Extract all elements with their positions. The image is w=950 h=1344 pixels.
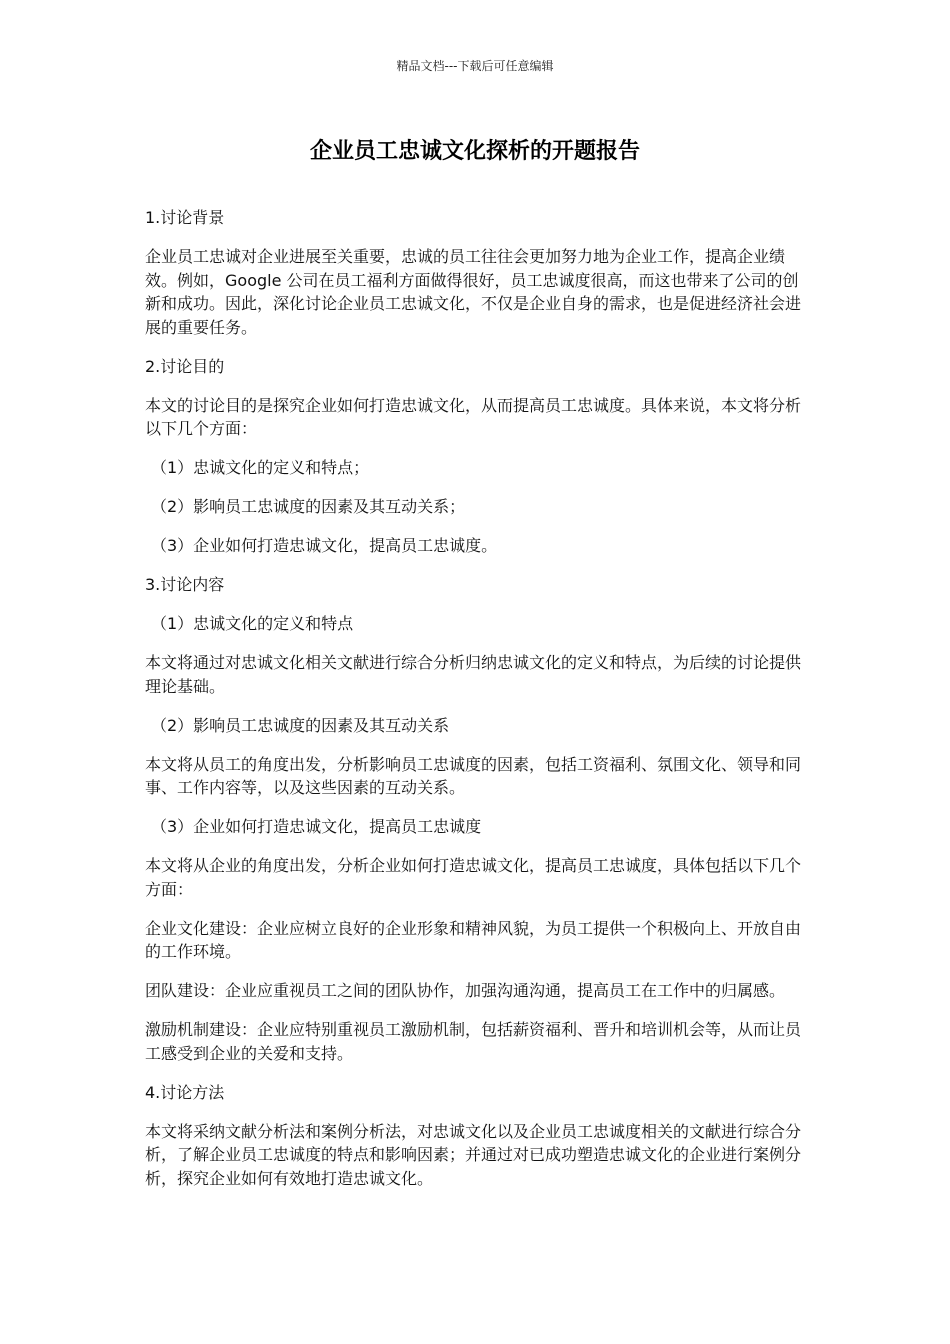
body-paragraph: 激励机制建设：企业应特别重视员工激励机制，包括薪资福利、晋升和培训机会等，从而让员工感受到企业的关爱和支持。 bbox=[145, 1020, 802, 1063]
subsection-heading: （2）影响员工忠诚度的因素及其互动关系 bbox=[151, 715, 450, 735]
body-paragraph: 本文的讨论目的是探究企业如何打造忠诚文化，从而提高员工忠诚度。具体来说，本文将分析以下几个方面： bbox=[145, 395, 802, 438]
document-title: 企业员工忠诚文化探析的开题报告 bbox=[309, 139, 640, 164]
body-paragraph: 企业员工忠诚对企业进展至关重要，忠诚的员工往往会更加努力地为企业工作，提高企业绩效。例如，Google 公司在员工福利方面做得很好，员工忠诚度很高，而这也带来了公司的创新和成功。因此，深化讨论企业员工忠诚文化，不仅是企业自身的需求，也是促进经济社会进展的重要任务。 bbox=[145, 247, 802, 337]
body-paragraph: 本文将从企业的角度出发，分析企业如何打造忠诚文化，提高员工忠诚度，具体包括以下几个方面： bbox=[145, 856, 802, 899]
body-paragraph: 本文将通过对忠诚文化相关文献进行综合分析归纳忠诚文化的定义和特点，为后续的讨论提供理论基础。 bbox=[145, 653, 802, 696]
subsection-heading: （1）忠诚文化的定义和特点 bbox=[151, 614, 354, 633]
section-heading: 2.讨论目的 bbox=[145, 356, 225, 376]
body-paragraph: 团队建设：企业应重视员工之间的团队协作，加强沟通沟通，提高员工在工作中的归属感。 bbox=[145, 981, 786, 1000]
list-item: （2）影响员工忠诚度的因素及其互动关系； bbox=[151, 497, 466, 516]
section-heading: 3.讨论内容 bbox=[145, 575, 225, 594]
section-heading: 4.讨论方法 bbox=[145, 1082, 225, 1102]
body-paragraph: 本文将从员工的角度出发，分析影响员工忠诚度的因素，包括工资福利、氛围文化、领导和同事、工作内容等，以及这些因素的互动关系。 bbox=[145, 754, 802, 797]
body-paragraph: 本文将采纳文献分析法和案例分析法，对忠诚文化以及企业员工忠诚度相关的文献进行综合分析，了解企业员工忠诚度的特点和影响因素；并通过对已成功塑造忠诚文化的企业进行案例分析，探究企业如何有效地打造忠诚文化。 bbox=[145, 1121, 802, 1188]
subsection-heading: （3）企业如何打造忠诚文化，提高员工忠诚度 bbox=[151, 817, 482, 836]
list-item: （3）企业如何打造忠诚文化，提高员工忠诚度。 bbox=[151, 536, 498, 555]
page-header: 精品文档---下载后可任意编辑 bbox=[396, 59, 554, 73]
section-heading: 1.讨论背景 bbox=[145, 208, 225, 227]
document-body bbox=[145, 206, 810, 1206]
body-paragraph: 企业文化建设：企业应树立良好的企业形象和精神风貌，为员工提供一个积极向上、开放自由的工作环境。 bbox=[145, 918, 802, 961]
list-item: （1）忠诚文化的定义和特点； bbox=[151, 458, 370, 477]
